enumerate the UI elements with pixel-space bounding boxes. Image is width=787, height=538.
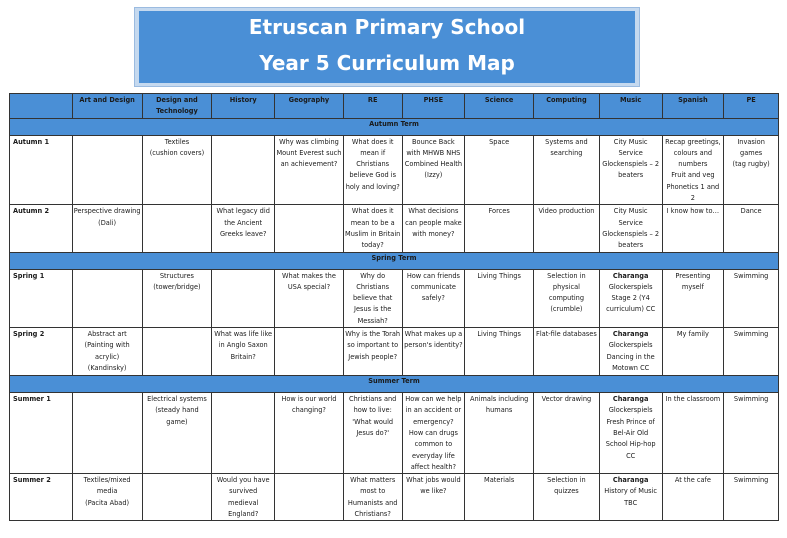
table-cell xyxy=(599,269,662,327)
title-banner-inner xyxy=(139,11,635,83)
table-cell xyxy=(534,135,600,205)
cell-line: searching xyxy=(550,148,583,157)
table-cell xyxy=(275,474,344,521)
column-header-science: Science xyxy=(465,94,534,119)
table-cell xyxy=(212,474,275,521)
cell-line: Jesus is the xyxy=(354,305,392,314)
cell-line: History of Music xyxy=(604,487,658,496)
row-label: Autumn 2 xyxy=(10,205,73,252)
cell-line: How can drugs xyxy=(408,428,458,437)
cell-line: Glockenspiels – 2 xyxy=(602,160,660,169)
cell-line: Bounce Back xyxy=(412,137,455,146)
cell-line: Flat-file databases xyxy=(536,330,597,339)
cell-line: Recap greetings, xyxy=(665,137,721,146)
cell-line: What matters xyxy=(350,476,396,485)
cell-line: believe God is xyxy=(349,171,397,180)
table-row xyxy=(10,269,779,327)
table-cell xyxy=(212,135,275,205)
cell-line: Presenting myself xyxy=(675,271,711,291)
cell-line: acrylic) xyxy=(95,352,120,361)
table-cell xyxy=(465,205,534,252)
column-header-pe: PE xyxy=(724,94,779,119)
cell-line: Christians xyxy=(356,160,390,169)
cell-line: safely? xyxy=(421,294,445,303)
cell-line: What does it xyxy=(351,207,394,216)
cell-line: CC xyxy=(626,451,636,460)
table-row xyxy=(10,328,779,376)
cell-line: (steady hand game) xyxy=(155,406,199,426)
table-cell xyxy=(465,474,534,521)
table-cell xyxy=(343,269,402,327)
cell-line: Space xyxy=(489,137,510,146)
page-title: Year 5 Curriculum Map xyxy=(259,51,515,75)
cell-line: Britain? xyxy=(230,352,256,361)
cell-line: (cushion covers) xyxy=(149,148,205,157)
table-cell xyxy=(212,269,275,327)
cell-line: mean to be a xyxy=(350,218,395,227)
cell-line: Glockenspiels – 2 xyxy=(602,229,660,238)
table-cell xyxy=(72,269,142,327)
cell-line: Glockerspiels xyxy=(608,282,653,291)
cell-line: (Izzy) xyxy=(424,171,443,180)
table-row xyxy=(10,135,779,205)
cell-line: Selection in quizzes xyxy=(547,476,586,496)
table-cell xyxy=(402,269,465,327)
cell-line: holy and loving? xyxy=(345,182,400,191)
table-cell xyxy=(534,205,600,252)
row-label: Spring 2 xyxy=(10,328,73,376)
cell-line: Mount Everest such xyxy=(276,148,342,157)
cell-line: computing xyxy=(548,294,585,303)
cell-line: Bel-Air Old xyxy=(613,428,649,437)
cell-line: What makes up a xyxy=(404,330,463,339)
cell-line: My family xyxy=(676,330,709,339)
curriculum-table xyxy=(9,93,779,521)
table-cell xyxy=(724,135,779,205)
cell-line: What was life like xyxy=(214,330,273,339)
cell-line: Video production xyxy=(538,207,595,216)
cell-line: Invasion games xyxy=(737,137,765,157)
table-cell xyxy=(402,135,465,205)
cell-line: an achievement? xyxy=(280,160,338,169)
cell-line: Animals including xyxy=(469,395,529,404)
cell-line: Christians xyxy=(356,282,390,291)
table-cell xyxy=(662,269,724,327)
cell-line: England? xyxy=(228,510,259,519)
table-cell xyxy=(599,135,662,205)
cell-line: communicate xyxy=(410,282,456,291)
cell-line: Christians? xyxy=(354,510,391,519)
cell-line: Messiah? xyxy=(357,316,388,325)
table-cell xyxy=(275,393,344,474)
cell-line: In the classroom xyxy=(665,395,721,404)
table-cell xyxy=(534,393,600,474)
table-cell xyxy=(599,328,662,376)
cell-line: Charanga xyxy=(612,330,649,339)
table-cell xyxy=(724,269,779,327)
cell-line: City Music Service xyxy=(613,207,648,227)
table-cell xyxy=(465,135,534,205)
table-cell xyxy=(275,269,344,327)
cell-line: changing? xyxy=(292,406,326,415)
cell-line: What jobs would xyxy=(406,476,461,485)
cell-line: Charanga xyxy=(612,395,649,404)
term-heading: Summer Term xyxy=(10,376,779,393)
cell-line: 'What would xyxy=(352,417,394,426)
cell-line: most to xyxy=(360,487,386,496)
table-cell xyxy=(142,269,212,327)
cell-line: Humanists and xyxy=(347,498,398,507)
cell-line: What decisions xyxy=(408,207,459,216)
cell-line: believe that xyxy=(352,294,393,303)
table-cell xyxy=(72,328,142,376)
column-header-geography: Geography xyxy=(275,94,344,119)
cell-line: Christians and xyxy=(349,395,397,404)
table-cell xyxy=(72,205,142,252)
table-cell xyxy=(142,474,212,521)
cell-line: Living Things xyxy=(477,271,521,280)
header-row xyxy=(10,94,779,119)
term-row-summer xyxy=(10,376,779,393)
cell-line: Fresh Prince of xyxy=(606,417,655,426)
cell-line: (Dali) xyxy=(98,218,117,227)
table-cell xyxy=(724,393,779,474)
cell-line: Abstract art xyxy=(87,330,127,339)
cell-line: (crumble) xyxy=(550,305,583,314)
table-cell xyxy=(142,328,212,376)
cell-line: Charanga xyxy=(612,271,649,280)
cell-line: Phonetics 1 and xyxy=(666,182,720,191)
column-header-art: Art and Design xyxy=(72,94,142,119)
table-cell xyxy=(72,474,142,521)
cell-line: Swimming xyxy=(733,271,769,280)
row-label: Summer 2 xyxy=(10,474,73,521)
cell-line: Swimming xyxy=(733,330,769,339)
cell-line: Perspective drawing xyxy=(73,207,141,216)
table-cell xyxy=(212,393,275,474)
school-name: Etruscan Primary School xyxy=(248,15,526,39)
column-header-re: RE xyxy=(343,94,402,119)
cell-line: mean if xyxy=(360,148,386,157)
cell-line: Structures xyxy=(159,271,194,280)
column-header-empty xyxy=(10,94,73,119)
table-cell xyxy=(599,393,662,474)
cell-line: How can we help xyxy=(405,395,462,404)
table-cell xyxy=(72,135,142,205)
cell-line: Systems and xyxy=(545,137,588,146)
table-cell xyxy=(662,393,724,474)
row-label: Autumn 1 xyxy=(10,135,73,205)
cell-line: so important to xyxy=(347,341,399,350)
cell-line: we like? xyxy=(420,487,447,496)
cell-line: How can friends xyxy=(406,271,460,280)
cell-line: the Ancient xyxy=(224,218,263,227)
table-cell xyxy=(662,474,724,521)
cell-line: (Kandinsky) xyxy=(87,363,127,372)
table-cell xyxy=(465,328,534,376)
table-cell xyxy=(402,205,465,252)
table-cell xyxy=(343,205,402,252)
cell-line: in Anglo Saxon xyxy=(218,341,268,350)
cell-line: Why do xyxy=(360,271,386,280)
table-cell xyxy=(599,474,662,521)
cell-line: Glockerspiels xyxy=(608,406,653,415)
cell-line: I know how to… xyxy=(666,207,720,216)
table-row xyxy=(10,393,779,474)
cell-line: Textiles xyxy=(164,137,190,146)
table-cell xyxy=(142,393,212,474)
cell-line: (Pacita Abad) xyxy=(85,498,130,507)
column-header-spanish: Spanish xyxy=(662,94,724,119)
cell-line: person's identity? xyxy=(404,341,463,350)
cell-line: How is our world xyxy=(281,395,337,404)
cell-line: curriculum) CC xyxy=(606,305,656,314)
table-cell xyxy=(662,135,724,205)
cell-line: At the cafe xyxy=(674,476,711,485)
cell-line: media xyxy=(96,487,118,496)
cell-line: What does it xyxy=(351,137,394,146)
cell-line: Would you have xyxy=(216,476,270,485)
cell-line: Selection in physical xyxy=(547,271,586,291)
cell-line: beaters xyxy=(618,241,644,250)
table-cell xyxy=(343,393,402,474)
cell-line: Jewish people? xyxy=(348,352,398,361)
cell-line: (tag rugby) xyxy=(732,160,770,169)
term-row-spring xyxy=(10,252,779,269)
cell-line: City Music Service xyxy=(613,137,648,157)
cell-line: numbers xyxy=(678,160,708,169)
cell-line: School Hip-hop xyxy=(605,440,656,449)
cell-line: colours and xyxy=(673,148,713,157)
cell-line: 2 xyxy=(690,194,695,203)
table-cell xyxy=(142,135,212,205)
cell-line: Electrical systems xyxy=(147,395,207,404)
table-cell xyxy=(465,269,534,327)
table-cell xyxy=(599,205,662,252)
cell-line: everyday life xyxy=(411,451,455,460)
title-banner xyxy=(134,7,640,87)
table-cell xyxy=(212,205,275,252)
term-row-autumn xyxy=(10,118,779,135)
term-heading: Autumn Term xyxy=(10,118,779,135)
table-cell xyxy=(662,328,724,376)
table-cell xyxy=(343,135,402,205)
cell-line: Glockerspiels xyxy=(608,341,653,350)
cell-line: Fruit and veg xyxy=(671,171,715,180)
cell-line: Living Things xyxy=(477,330,521,339)
table-cell xyxy=(402,328,465,376)
column-header-phse: PHSE xyxy=(402,94,465,119)
cell-line: beaters xyxy=(618,171,644,180)
cell-line: survived medieval xyxy=(228,487,259,507)
term-heading: Spring Term xyxy=(10,252,779,269)
table-cell xyxy=(724,205,779,252)
cell-line: Stage 2 (Y4 xyxy=(611,294,650,303)
cell-line: Why was climbing xyxy=(279,137,339,146)
cell-line: What makes the xyxy=(282,271,336,280)
table-cell xyxy=(724,474,779,521)
cell-line: Why is the Torah xyxy=(345,330,401,339)
cell-line: can people make xyxy=(405,218,462,227)
row-label: Summer 1 xyxy=(10,393,73,474)
table-cell xyxy=(275,328,344,376)
cell-line: common to xyxy=(414,440,453,449)
table-cell xyxy=(142,205,212,252)
cell-line: Swimming xyxy=(733,476,769,485)
cell-line: how to live: xyxy=(353,406,392,415)
cell-line: Greeks leave? xyxy=(219,229,267,238)
column-header-history: History xyxy=(212,94,275,119)
cell-line: humans xyxy=(485,406,513,415)
column-header-dt: Design and Technology xyxy=(142,94,212,119)
cell-line: affect health? xyxy=(410,462,457,471)
cell-line: Combined Health xyxy=(404,160,463,169)
table-cell xyxy=(662,205,724,252)
cell-line: Materials xyxy=(484,476,515,485)
cell-line: emergency? xyxy=(413,417,454,426)
column-header-computing: Computing xyxy=(534,94,600,119)
cell-line: Charanga xyxy=(612,476,649,485)
table-cell xyxy=(534,269,600,327)
cell-line: Dancing in the xyxy=(606,352,655,361)
table-cell xyxy=(275,205,344,252)
cell-line: Textiles/mixed xyxy=(83,476,131,485)
cell-line: What legacy did xyxy=(216,207,270,216)
table-row xyxy=(10,205,779,252)
column-header-music: Music xyxy=(599,94,662,119)
cell-line: Vector drawing xyxy=(541,395,592,404)
cell-line: with money? xyxy=(412,229,455,238)
cell-line: with MHWB NHS xyxy=(406,148,461,157)
table-cell xyxy=(724,328,779,376)
table-cell xyxy=(534,474,600,521)
table-cell xyxy=(465,393,534,474)
cell-line: Dance xyxy=(740,207,762,216)
cell-line: Swimming xyxy=(733,395,769,404)
cell-line: Forces xyxy=(488,207,510,216)
table-cell xyxy=(402,474,465,521)
row-label: Spring 1 xyxy=(10,269,73,327)
table-cell xyxy=(534,328,600,376)
table-cell xyxy=(275,135,344,205)
table-cell xyxy=(343,474,402,521)
cell-line: USA special? xyxy=(287,282,331,291)
cell-line: Muslim in Britain xyxy=(345,229,401,238)
cell-line: Motown CC xyxy=(612,363,650,372)
table-cell xyxy=(402,393,465,474)
table-cell xyxy=(212,328,275,376)
table-cell xyxy=(72,393,142,474)
cell-line: TBC xyxy=(624,498,638,507)
cell-line: today? xyxy=(361,241,384,250)
table-cell xyxy=(343,328,402,376)
cell-line: in an accident or xyxy=(405,406,462,415)
cell-line: Jesus do?' xyxy=(356,428,390,437)
cell-line: (Painting with xyxy=(84,341,130,350)
table-row xyxy=(10,474,779,521)
cell-line: (tower/bridge) xyxy=(153,282,201,291)
